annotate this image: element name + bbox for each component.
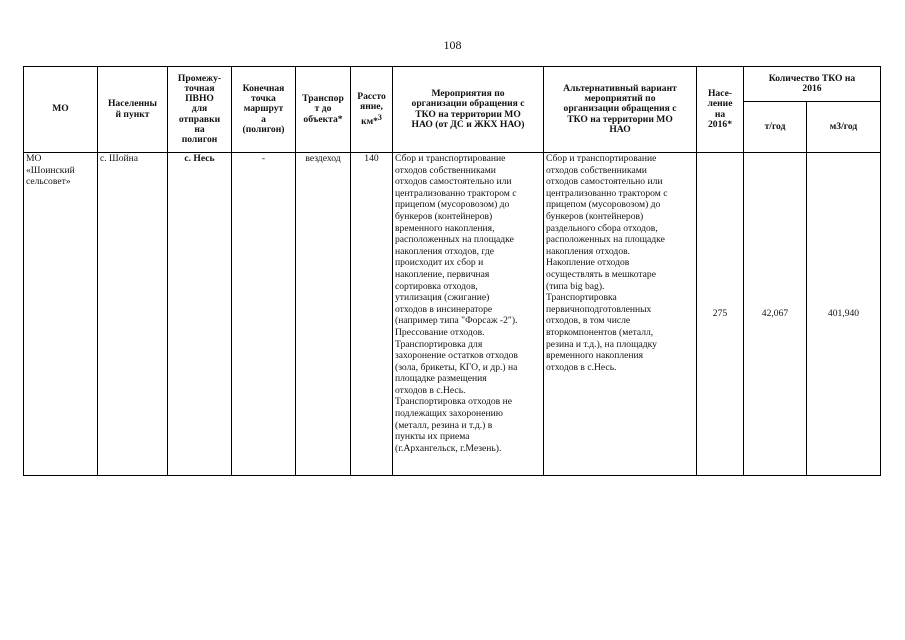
cell-distance: 140 [351, 153, 393, 476]
page-number: 108 [443, 38, 462, 52]
tko-table [23, 66, 881, 476]
header-m3-per-year: м3/год [807, 102, 881, 153]
table-row [24, 153, 881, 476]
header-tons-per-year: т/год [744, 102, 807, 153]
header-mo: МО [24, 67, 98, 153]
header-transport: Транспор т до объекта* [296, 67, 351, 153]
header-settlement: Населенны й пункт [98, 67, 168, 153]
header-distance-superscript: 3 [377, 112, 382, 122]
header-population: Насе- ление на 2016* [697, 67, 744, 153]
cell-mo: МО «Шоинский сельсовет» [24, 153, 98, 476]
header-distance-label: Рассто яние, км* [357, 91, 386, 127]
header-measures: Мероприятия по организации обращения с ТКО на территории МО НАО (от ДС и ЖКХ НАО) [393, 67, 544, 153]
cell-final-point: - [232, 153, 296, 476]
cell-alternative: Сбор и транспортирование отходов собственниками отходов самостоятельно или централизованно трактором с прицепом (мусоровозом) до бункеров (контейнеров) раздельного сбора отходов, расположенных на площадке накопления отходов. Накопление отходов осуществлять в мешкотаре (типа big bag). Транспортировка первичноподготовленных отходов, в том числе вторкомпонентов (металл, резина и т.д.), на площадку временного накопления отходов в с.Несь. [544, 153, 697, 476]
cell-transport: вездеход [296, 153, 351, 476]
cell-measures: Сбор и транспортирование отходов собственниками отходов самостоятельно или централизованно трактором с прицепом (мусоровозом) до бункеров (контейнеров) временного накопления, расположенных на площадке накопления отходов, где происходит их сбор и накопление, первичная сортировка отходов, утилизация (сжигание) отходов в инсинераторе (например типа "Форсаж -2"). Прессование отходов. Транспортировка для захоронение остатков отходов (зола, брикеты, КГО, и др.) на площадке размещения отходов в с.Несь. Транспортировка отходов не подлежащих захоронению (металл, резина и т.д.) в пункты их приема (г.Архангельск, г.Мезень). [393, 153, 544, 476]
header-intermediate-point: Промежу- точная ПВНО для отправки на полигон [168, 67, 232, 153]
cell-intermediate-point: с. Несь [168, 153, 232, 476]
table-header-row [24, 67, 881, 102]
cell-m3-per-year: 401,940 [807, 153, 881, 476]
cell-population: 275 [697, 153, 744, 476]
cell-tons-per-year: 42,067 [744, 153, 807, 476]
header-quantity: Количество ТКО на 2016 [744, 67, 881, 102]
header-final-point: Конечная точка маршрут а (полигон) [232, 67, 296, 153]
header-distance [351, 67, 393, 153]
header-alternative: Альтернативный вариант мероприятий по организации обращения с ТКО на территории МО НАО [544, 67, 697, 153]
cell-settlement: с. Шойна [98, 153, 168, 476]
